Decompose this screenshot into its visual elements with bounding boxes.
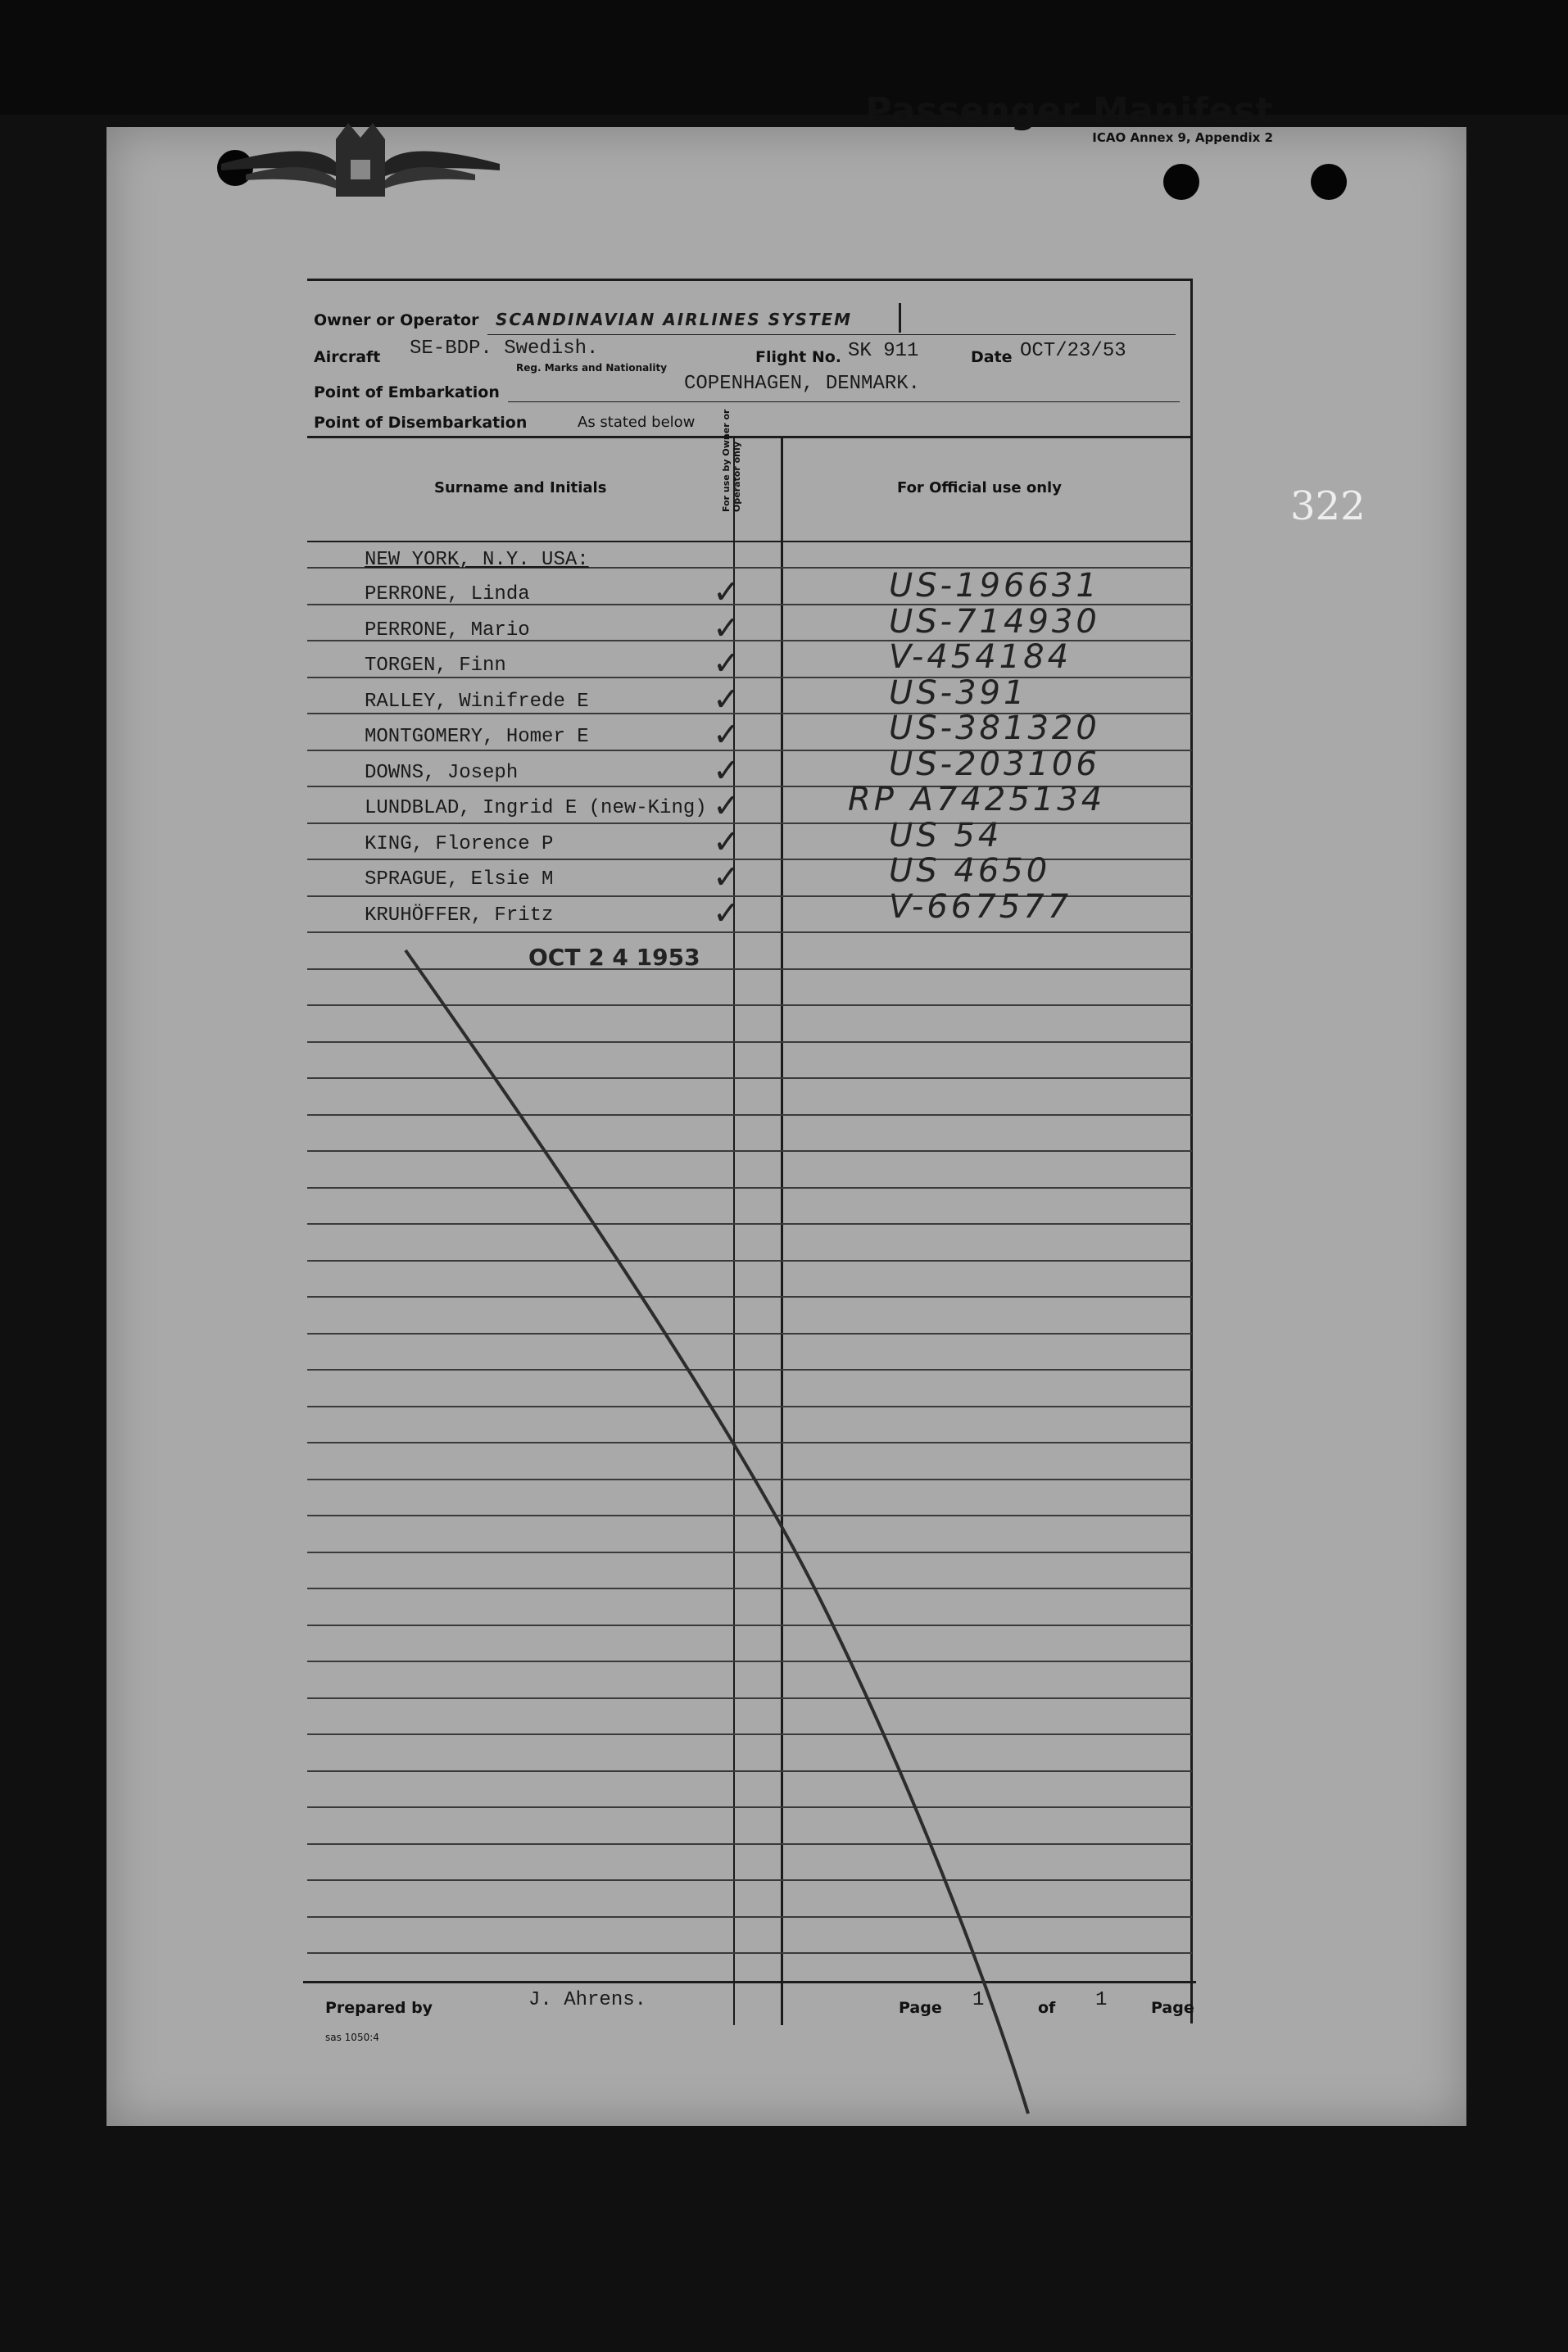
- official-number: US-391: [889, 674, 1028, 712]
- passenger-name: KRUHÖFFER, Fritz: [365, 904, 554, 927]
- official-number: US-196631: [889, 567, 1100, 605]
- official-number: US 54: [889, 817, 1003, 854]
- checkmark-icon: ✓: [713, 573, 741, 611]
- of-value: 1: [1095, 1989, 1108, 2011]
- checkmark-icon: ✓: [713, 681, 741, 718]
- passenger-name: PERRONE, Linda: [365, 583, 530, 605]
- official-column-header: For Official use only: [897, 479, 1062, 496]
- official-number: V-454184: [889, 638, 1072, 676]
- operator-column-header: For use by Owner or Operator only: [721, 409, 742, 512]
- page-subtitle: ICAO Annex 9, Appendix 2: [1092, 130, 1273, 145]
- date-label: Date: [971, 348, 1013, 366]
- destination-heading: NEW YORK, N.Y. USA:: [365, 549, 589, 571]
- owner-label: Owner or Operator: [314, 311, 479, 329]
- owner-value: SCANDINAVIAN AIRLINES SYSTEM: [496, 310, 853, 329]
- official-number: US-381320: [889, 709, 1100, 747]
- page-value: 1: [972, 1989, 985, 2011]
- official-number: V-667577: [889, 888, 1072, 926]
- prepared-by-value: J. Ahrens.: [528, 1989, 647, 2011]
- surname-column-header: Surname and Initials: [434, 479, 607, 496]
- checkmark-icon: ✓: [713, 645, 741, 682]
- checkmark-icon: ✓: [713, 823, 741, 861]
- of-label: of: [1038, 1999, 1056, 2017]
- checkmark-icon: ✓: [713, 787, 741, 825]
- checkmark-icon: ✓: [713, 752, 741, 790]
- page-title: Passenger Manifest: [865, 90, 1273, 132]
- reg-note: Reg. Marks and Nationality: [516, 362, 668, 374]
- passenger-name: PERRONE, Mario: [365, 619, 530, 641]
- official-number: US-714930: [889, 603, 1100, 641]
- disembark-value: As stated below: [578, 414, 696, 431]
- official-number: US-203106: [889, 745, 1100, 783]
- checkmark-icon: ✓: [713, 610, 741, 647]
- aircraft-value: SE-BDP. Swedish.: [410, 338, 599, 360]
- passenger-name: KING, Florence P: [365, 833, 554, 855]
- passenger-name: RALLEY, Winifrede E: [365, 691, 589, 713]
- form-code: sas 1050:4: [325, 2032, 379, 2043]
- flight-label: Flight No.: [755, 348, 842, 366]
- disembark-label: Point of Disembarkation: [314, 414, 528, 432]
- official-number: US 4650: [889, 852, 1051, 890]
- page-number-stamp: 322: [1290, 483, 1366, 529]
- flight-value: SK 911: [848, 340, 919, 362]
- embark-label: Point of Embarkation: [314, 383, 500, 401]
- page-label-2: Page: [1151, 1999, 1194, 2017]
- passenger-name: TORGEN, Finn: [365, 655, 506, 677]
- passenger-name: SPRAGUE, Elsie M: [365, 868, 554, 890]
- checkmark-icon: ✓: [713, 716, 741, 754]
- embark-value: COPENHAGEN, DENMARK.: [684, 373, 921, 395]
- prepared-by-label: Prepared by: [325, 1999, 433, 2017]
- checkmark-icon: ✓: [713, 895, 741, 932]
- date-value: OCT/23/53: [1020, 340, 1126, 362]
- aircraft-label: Aircraft: [314, 348, 381, 366]
- passenger-name: LUNDBLAD, Ingrid E (new-King): [365, 797, 707, 819]
- passenger-name: DOWNS, Joseph: [365, 762, 519, 784]
- checkmark-icon: ✓: [713, 859, 741, 896]
- page-label: Page: [899, 1999, 942, 2017]
- passenger-name: MONTGOMERY, Homer E: [365, 726, 589, 748]
- arrival-date-stamp: OCT 2 4 1953: [528, 944, 700, 971]
- official-number: RP A7425134: [848, 781, 1106, 818]
